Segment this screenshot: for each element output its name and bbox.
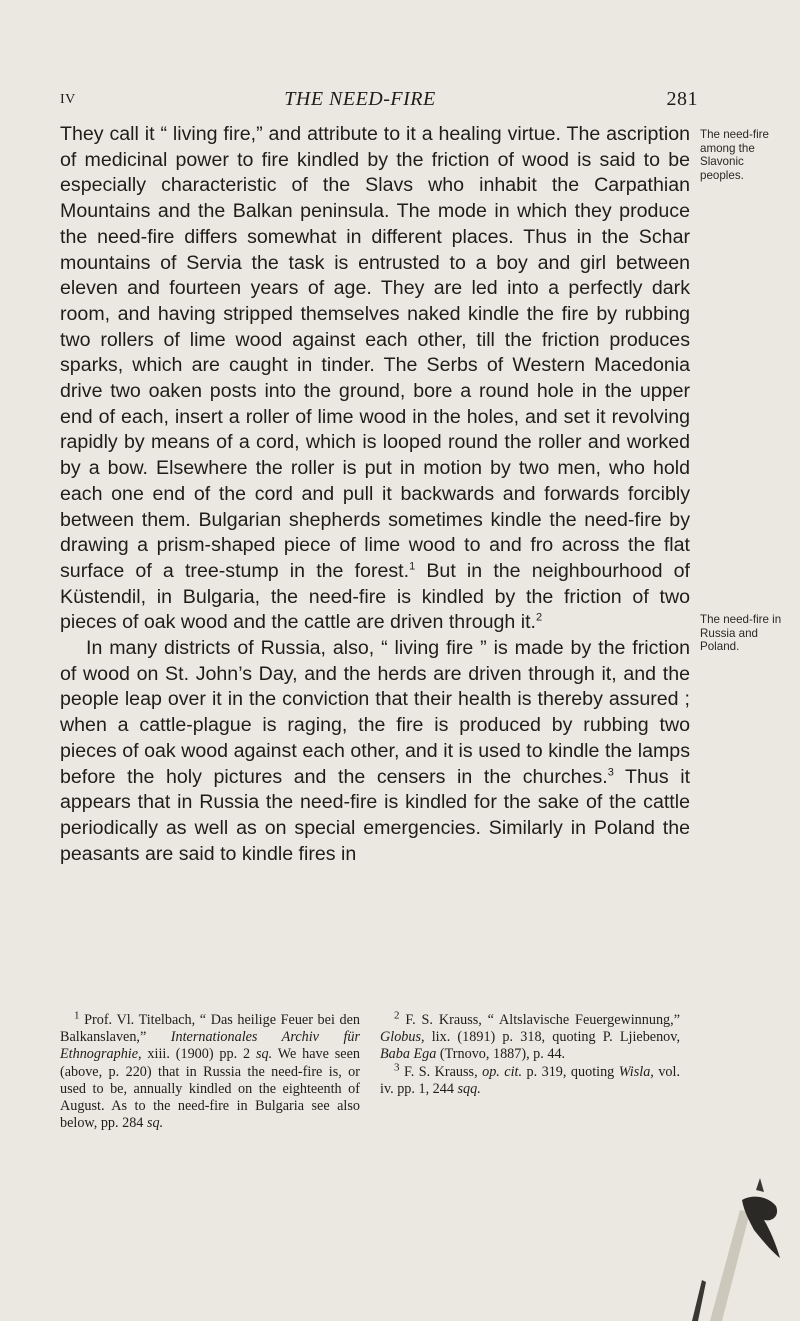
footnote-3-text-b: p. 319, quoting: [522, 1063, 619, 1080]
footnote-ref-2: 2: [536, 611, 543, 624]
footnote-1-journal: Internationales Archiv für Ethnographie,: [60, 1029, 361, 1063]
footnote-3: [380, 1060, 680, 1098]
footnote-2-book: Baba Ega: [380, 1046, 437, 1063]
footnote-3-journal: Wisla,: [618, 1063, 654, 1080]
footnote-ref-1: 1: [409, 560, 416, 573]
footnote-1-text-b: xiii. (1900) pp. 2: [141, 1046, 256, 1063]
footnote-3-sqq: sqq.: [457, 1080, 481, 1097]
paragraph-2-text-a: In many districts of Russia, also, “ living fire ” is made by the friction of wood on St. John’s Day, and the herds are driven through it, and the people leap over it in the conviction that their health is thereby assured ; when a cattle-plague is raging, the fire is produced by rubbing two pieces of oak wood against each other, and it is used to kindle the lamps before the holy pictures and the censers in the churches.: [60, 637, 690, 788]
footnote-2-text-c: (Trnovo, 1887), p. 44.: [436, 1046, 566, 1063]
sidenote-slavonic: The need-fire among the Slavonic peoples.: [700, 128, 769, 182]
footnote-1: [60, 1009, 361, 1132]
chapter-number: IV: [60, 92, 76, 107]
paragraph-2: [60, 636, 690, 867]
footnote-1-text: Prof. Vl. Titelbach, “ Das heilige Feuer bei den Balkanslaven,”: [60, 1012, 360, 1046]
footnote-2-text-b: lix. (1891) p. 318, quoting P. Ljiebenov,: [424, 1029, 680, 1046]
footnote-2-number: 2: [394, 1009, 400, 1022]
footnote-1-sq: sq.: [255, 1046, 273, 1063]
footnote-1-sq-2: sq.: [146, 1115, 164, 1132]
footnote-2-journal: Globus,: [380, 1029, 425, 1046]
running-header: [60, 88, 698, 118]
sidenote-russia-poland: The need-fire in Russia and Poland.: [700, 613, 782, 653]
footnote-1-text-c: We have seen (above, p. 220) that in Russia the need-fire is, or used to be, annually kindled on the eighteenth of August. As to the need-fire in Bulgaria see also below, pp. 284: [60, 1046, 360, 1132]
footnote-ref-3: 3: [607, 766, 614, 779]
main-text: [60, 122, 690, 867]
paragraph-2-text-b: Thus it appears that in Russia the need-fire is kindled for the sake of the cattle periodically as well as on special emergencies. Similarly in Poland the peasants are said to kindle fires in: [60, 765, 691, 865]
paragraph-1-text-b: But in the neighbourhood of Küstendil, in Bulgaria, the need-fire is kindled by the friction of two pieces of oak wood and the cattle are driven through it.: [60, 559, 690, 634]
footnote-1-number: 1: [74, 1009, 80, 1022]
footnote-3-opcit: op. cit.: [482, 1063, 523, 1080]
footnote-2: [380, 1009, 680, 1064]
footnote-column-left: [60, 1009, 361, 1132]
footnote-3-text-c: vol. iv. pp. 1, 244: [380, 1063, 680, 1097]
page-number: 281: [666, 88, 698, 110]
footnote-3-number: 3: [394, 1060, 400, 1073]
paragraph-1-text-a: They call it “ living fire,” and attribute to it a healing virtue. The ascription of medicinal power to fire kindled by the friction of wood is said to be especially characteristic of the Slavs who inhabit the Carpathian Mountains and the Balkan peninsula. The mode in which they produce the need-fire differs somewhat in different places. Thus in the Schar mountains of Servia the task is entrusted to a boy and girl between eleven and fourteen years of age. They are led into a perfectly dark room, and having stripped themselves naked kindle the fire by rubbing two rollers of lime wood against each other, till the friction produces sparks, which are caught in tinder. The Serbs of Western Macedonia drive two oaken posts into the ground, bore a round hole in the upper end of each, insert a roller of lime wood in the holes, and set it revolving rapidly by means of a cord, which is looped round the roller and worked by a bow. Elsewhere the roller is put in motion by two men, who hold each one end of the cord and pull it backwards and forwards forcibly between them. Bulgarian shepherds sometimes kindle the need-fire by drawing a prism-shaped piece of lime wood to and fro across the flat surface of a tree-stump in the forest.: [60, 123, 690, 582]
page-corner-ink-mark: [680, 1170, 800, 1321]
paragraph-1: [60, 122, 690, 636]
footnote-2-text: F. S. Krauss, “ Altslavische Feuergewinnung,”: [405, 1012, 680, 1028]
footnote-3-text: F. S. Krauss,: [403, 1063, 483, 1080]
footnote-column-right: [380, 1009, 680, 1098]
running-title: THE NEED-FIRE: [284, 88, 436, 110]
